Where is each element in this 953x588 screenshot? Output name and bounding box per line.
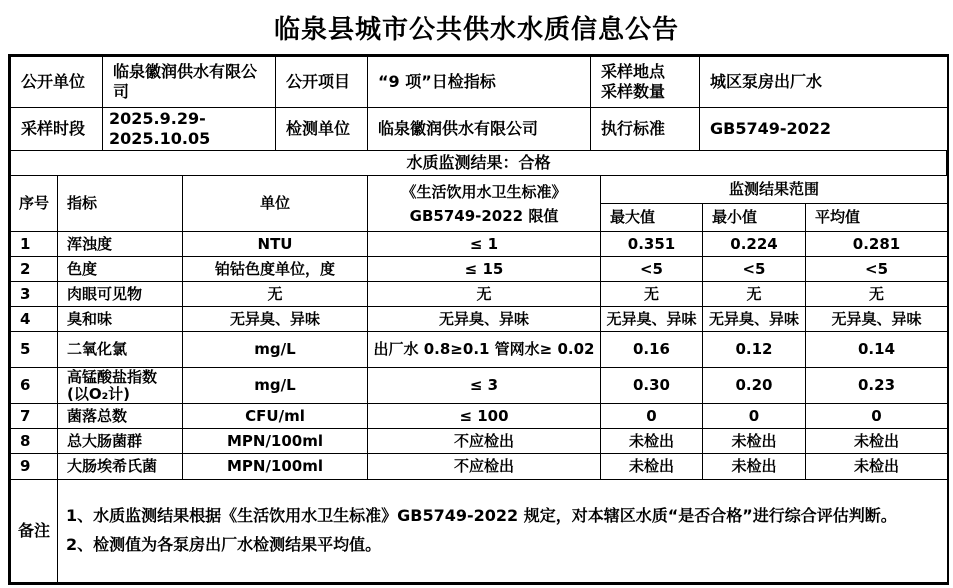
test-unit-value: 临泉徽润供水有限公司	[368, 108, 591, 151]
cell-max: 无	[601, 282, 703, 307]
cell-indicator: 臭和味	[58, 307, 183, 332]
test-unit-label: 检测单位	[276, 108, 368, 151]
cell-no: 9	[11, 454, 58, 480]
cell-min: 0.12	[703, 332, 806, 368]
cell-avg: 无	[806, 282, 948, 307]
header-limit-line2: GB5749-2022 限值	[409, 206, 559, 225]
cell-indicator: 浑浊度	[58, 232, 183, 257]
cell-unit: 无	[183, 282, 368, 307]
indicator-table	[10, 175, 948, 480]
header-limit	[368, 176, 601, 232]
sample-site-value: 城区泵房出厂水	[700, 57, 948, 108]
cell-limit: ≤ 100	[368, 404, 601, 429]
result-banner-row	[11, 151, 947, 176]
cell-indicator: 二氧化氯	[58, 332, 183, 368]
standard-label: 执行标准	[591, 108, 700, 151]
header-indicator: 指标	[58, 176, 183, 232]
cell-max: 0	[601, 404, 703, 429]
cell-limit: ≤ 1	[368, 232, 601, 257]
cell-avg: 未检出	[806, 429, 948, 454]
cell-max: 无异臭、异味	[601, 307, 703, 332]
remarks-row	[11, 480, 948, 583]
open-item-label: 公开项目	[276, 57, 368, 108]
cell-limit: 不应检出	[368, 429, 601, 454]
cell-min: 无	[703, 282, 806, 307]
header-range: 监测结果范围	[601, 176, 948, 204]
cell-unit: 铂钴色度单位，度	[183, 257, 368, 282]
cell-no: 6	[11, 368, 58, 404]
header-unit: 单位	[183, 176, 368, 232]
header-max: 最大值	[601, 204, 703, 232]
cell-unit: MPN/100ml	[183, 454, 368, 480]
table-row	[11, 404, 948, 429]
cell-max: 0.351	[601, 232, 703, 257]
cell-unit: mg/L	[183, 332, 368, 368]
cell-max: 0.16	[601, 332, 703, 368]
cell-max: 未检出	[601, 454, 703, 480]
table-row	[11, 429, 948, 454]
remarks-label: 备注	[11, 480, 58, 583]
cell-min: 未检出	[703, 454, 806, 480]
cell-unit: CFU/ml	[183, 404, 368, 429]
remarks-line-1: 1、水质监测结果根据《生活饮用水卫生标准》GB5749-2022 规定，对本辖区水质“是否合格”进行综合评估判断。	[66, 506, 897, 526]
cell-min: 0	[703, 404, 806, 429]
cell-avg: 0.14	[806, 332, 948, 368]
cell-indicator: 菌落总数	[58, 404, 183, 429]
result-banner-table	[10, 150, 947, 176]
cell-avg: 0.23	[806, 368, 948, 404]
cell-avg: 0	[806, 404, 948, 429]
cell-min: <5	[703, 257, 806, 282]
table-row	[11, 332, 948, 368]
period-value: 2025.9.29-2025.10.05	[103, 108, 276, 151]
cell-limit: 不应检出	[368, 454, 601, 480]
header-avg: 平均值	[806, 204, 948, 232]
table-row	[11, 232, 948, 257]
open-item-value: “9 项”日检指标	[368, 57, 591, 108]
cell-unit: MPN/100ml	[183, 429, 368, 454]
result-banner: 水质监测结果：合格	[11, 151, 947, 176]
cell-min: 无异臭、异味	[703, 307, 806, 332]
cell-limit: 无	[368, 282, 601, 307]
cell-avg: 无异臭、异味	[806, 307, 948, 332]
remarks-table	[10, 479, 948, 583]
cell-max: 0.30	[601, 368, 703, 404]
cell-max: 未检出	[601, 429, 703, 454]
cell-indicator: 高锰酸盐指数 (以O₂计)	[58, 368, 183, 404]
cell-no: 3	[11, 282, 58, 307]
cell-min: 0.224	[703, 232, 806, 257]
cell-no: 7	[11, 404, 58, 429]
header-row-1	[11, 176, 948, 204]
cell-max: <5	[601, 257, 703, 282]
open-unit-value: 临泉徽润供水有限公司	[103, 57, 276, 108]
table-row	[11, 454, 948, 480]
cell-indicator: 肉眼可见物	[58, 282, 183, 307]
cell-no: 8	[11, 429, 58, 454]
sample-site-label-line1: 采样地点	[601, 62, 666, 81]
cell-no: 2	[11, 257, 58, 282]
cell-avg: 0.281	[806, 232, 948, 257]
table-row	[11, 282, 948, 307]
table-row	[11, 257, 948, 282]
info-table	[10, 56, 948, 151]
cell-no: 4	[11, 307, 58, 332]
cell-min: 0.20	[703, 368, 806, 404]
cell-indicator: 色度	[58, 257, 183, 282]
info-row-1	[11, 57, 948, 108]
table-row	[11, 307, 948, 332]
cell-min: 未检出	[703, 429, 806, 454]
cell-unit: 无异臭、异味	[183, 307, 368, 332]
cell-indicator: 总大肠菌群	[58, 429, 183, 454]
cell-indicator: 大肠埃希氏菌	[58, 454, 183, 480]
cell-limit: ≤ 3	[368, 368, 601, 404]
header-min: 最小值	[703, 204, 806, 232]
open-unit-label: 公开单位	[11, 57, 103, 108]
standard-value: GB5749-2022	[700, 108, 948, 151]
cell-avg: <5	[806, 257, 948, 282]
cell-avg: 未检出	[806, 454, 948, 480]
cell-unit: NTU	[183, 232, 368, 257]
info-row-2	[11, 108, 948, 151]
cell-unit: mg/L	[183, 368, 368, 404]
cell-limit: 无异臭、异味	[368, 307, 601, 332]
table-row	[11, 368, 948, 404]
sample-site-label	[591, 57, 700, 108]
notice-table	[8, 54, 949, 585]
header-limit-line1: 《生活饮用水卫生标准》	[401, 182, 567, 201]
period-label: 采样时段	[11, 108, 103, 151]
sample-site-label-line2: 采样数量	[601, 82, 666, 101]
header-no: 序号	[11, 176, 58, 232]
cell-limit: ≤ 15	[368, 257, 601, 282]
cell-limit: 出厂水 0.8≥0.1 管网水≥ 0.02	[368, 332, 601, 368]
cell-no: 1	[11, 232, 58, 257]
remarks-content	[58, 480, 948, 583]
page-title: 临泉县城市公共供水水质信息公告	[273, 14, 679, 45]
cell-no: 5	[11, 332, 58, 368]
remarks-line-2: 2、检测值为各泵房出厂水检测结果平均值。	[66, 535, 382, 554]
